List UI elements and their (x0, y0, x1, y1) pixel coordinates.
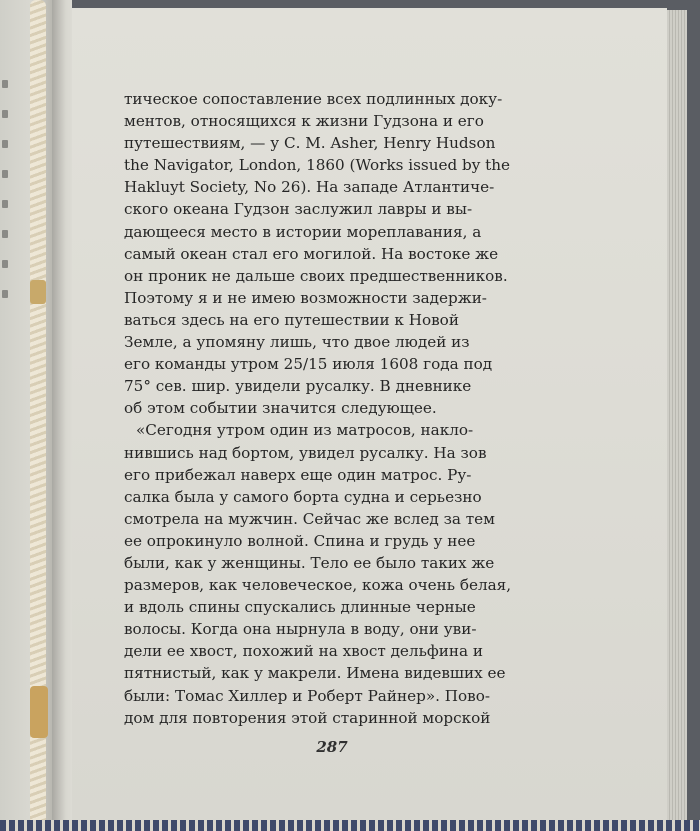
text-line: the Navigator, London, 1860 (Works issued by the (124, 156, 511, 175)
left-page-text-fragments (2, 80, 16, 320)
text-line: путешествиям, — у С. М. Asher, Henry Hudson (124, 134, 496, 153)
text-line: его прибежал наверх еще один матрос. Ру- (124, 465, 472, 484)
text-line: ского океана Гудзон заслужил лавры и вы- (124, 200, 473, 219)
text-line: его команды утром 25/15 июля 1608 года под (124, 355, 493, 374)
text-line: нившись над бортом, увидел русалку. На зов (124, 443, 487, 462)
text-line: ваться здесь на его путешествии к Новой (124, 310, 459, 329)
tablecloth-strip (0, 820, 700, 831)
text-line-paragraph-start: «Сегодня утром один из матросов, накло- (136, 421, 474, 440)
book-gutter (52, 0, 72, 831)
text-line: смотрела на мужчин. Сейчас же вслед за тем (124, 509, 495, 528)
text-line: салка была у самого борта судна и серьезно (124, 487, 482, 506)
text-line: были, как у женщины. Тело ее было таких же (124, 553, 495, 572)
text-line: были: Томас Хиллер и Роберт Райнер». Пово- (124, 686, 490, 705)
text-line: он проник не дальше своих предшественников. (124, 266, 508, 285)
tape-marker-top (30, 280, 46, 304)
text-line: дающееся место в истории мореплавания, а (124, 222, 482, 241)
text-line: самый океан стал его могилой. На востоке же (124, 244, 499, 263)
text-line: Hakluyt Society, No 26). На западе Атлантиче- (124, 178, 495, 197)
text-line: Земле, а упомяну лишь, что двое людей из (124, 333, 470, 352)
text-line: волосы. Когда она нырнула в воду, они уви- (124, 620, 477, 639)
page-number: 287 (316, 738, 348, 756)
text-line: 75° сев. шир. увидели русалку. В дневнике (124, 377, 472, 396)
page-stack-edge (667, 10, 687, 820)
page-text-block (124, 88, 539, 729)
text-line: размеров, как человеческое, кожа очень белая, (124, 576, 512, 595)
text-line: дели ее хвост, похожий на хвост дельфина и (124, 642, 483, 661)
tape-marker-bottom (30, 686, 48, 738)
text-line: пятнистый, как у макрели. Имена видевших ее (124, 664, 506, 683)
text-line: об этом событии значится следующее. (124, 399, 437, 418)
text-line: ментов, относящихся к жизни Гудзона и его (124, 112, 484, 131)
text-line: дом для повторения этой старинной морской (124, 708, 491, 727)
text-line: и вдоль спины спускались длинные черные (124, 598, 476, 617)
text-line: тическое сопоставление всех подлинных доку- (124, 90, 503, 108)
text-line: Поэтому я и не имею возможности задержи- (124, 288, 487, 307)
text-line: ее опрокинуло волной. Спина и грудь у нее (124, 531, 476, 550)
